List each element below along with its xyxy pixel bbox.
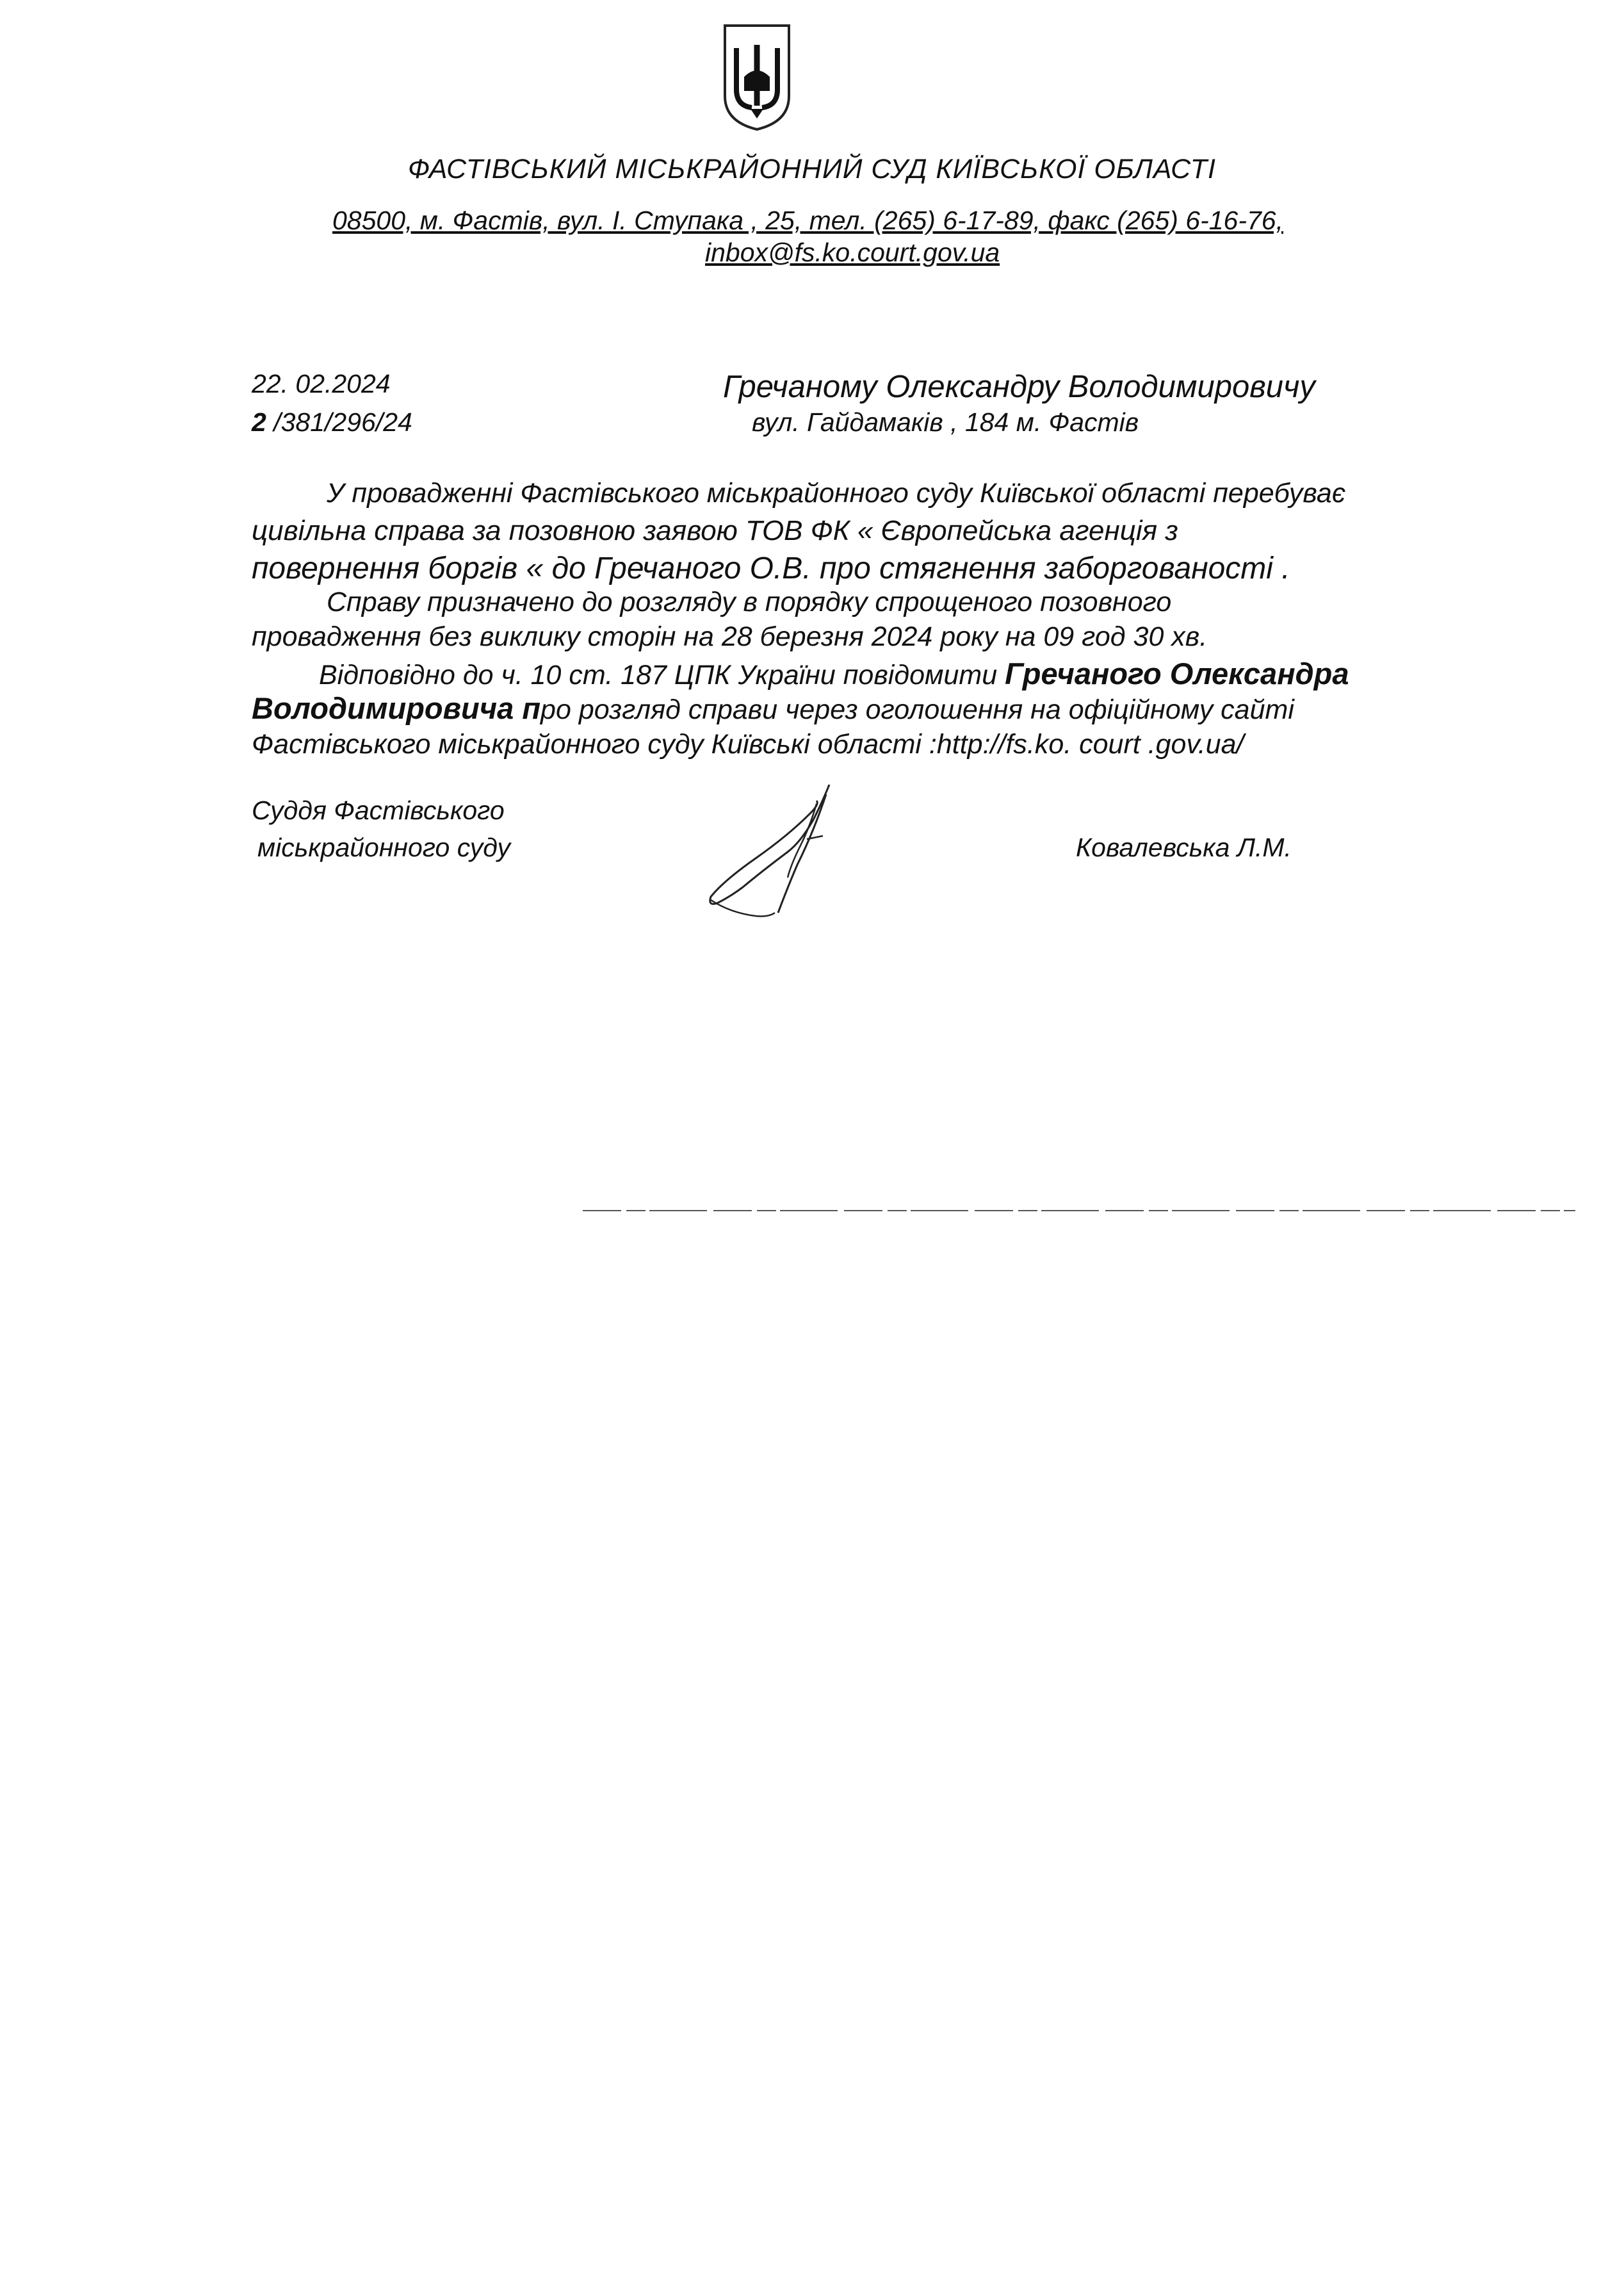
- letter-date: 22. 02.2024: [252, 369, 391, 398]
- case-reference-number: /381/296/24: [266, 407, 412, 437]
- body-line: повернення боргів « до Гречаного О.В. про стягнення заборгованості .: [252, 552, 1290, 585]
- court-contact-email: inbox@fs.ko.court.gov.ua: [705, 238, 1000, 267]
- court-contact-address: 08500, м. Фастів, вул. І. Ступака , 25, тел. (265) 6-17-89, факс (265) 6-16-76,: [332, 206, 1283, 235]
- handwritten-signature-icon: [692, 775, 858, 929]
- body-text: Відповідно до ч. 10 ст. 187 ЦПК України повідомити: [319, 660, 1005, 691]
- body-line: У провадженні Фастівського міськрайонного суду Київської області перебуває: [327, 478, 1346, 509]
- court-name: ФАСТІВСЬКИЙ МІСЬКРАЙОННИЙ СУД КИЇВСЬКОЇ ОБЛАСТІ: [408, 154, 1216, 184]
- addressee-address: вул. Гайдамаків , 184 м. Фастів: [752, 407, 1139, 437]
- scan-artifact-dashed-line: [583, 1209, 1575, 1212]
- body-line: Справу призначено до розгляду в порядку спрощеного позовного: [327, 587, 1172, 617]
- addressee-name: Гречаному Олександру Володимировичу: [723, 370, 1315, 404]
- body-line: провадження без виклику сторін на 28 березня 2024 року на 09 год 30 хв.: [252, 621, 1208, 652]
- trident-emblem-icon: [712, 19, 802, 135]
- defendant-patronymic-bold: Володимировича п: [252, 691, 541, 725]
- body-line: [319, 656, 1349, 691]
- body-line: Фастівського міськрайонного суду Київські області :http://fs.ko. court .gov.ua/: [252, 729, 1244, 760]
- body-text: ро розгляд справи через оголошення на офіційному сайті: [540, 694, 1294, 725]
- case-reference-prefix: 2: [252, 407, 266, 437]
- judge-title-line-2: міськрайонного суду: [257, 833, 510, 862]
- body-line: [252, 691, 1294, 726]
- judge-name: Ковалевська Л.М.: [1076, 833, 1292, 862]
- defendant-name-bold: Гречаного Олександра: [1005, 657, 1349, 691]
- body-line: цивільна справа за позовною заявою ТОВ ФК « Європейська агенція з: [252, 515, 1178, 546]
- judge-title-line-1: Суддя Фастівського: [252, 796, 505, 825]
- case-reference: [252, 407, 412, 437]
